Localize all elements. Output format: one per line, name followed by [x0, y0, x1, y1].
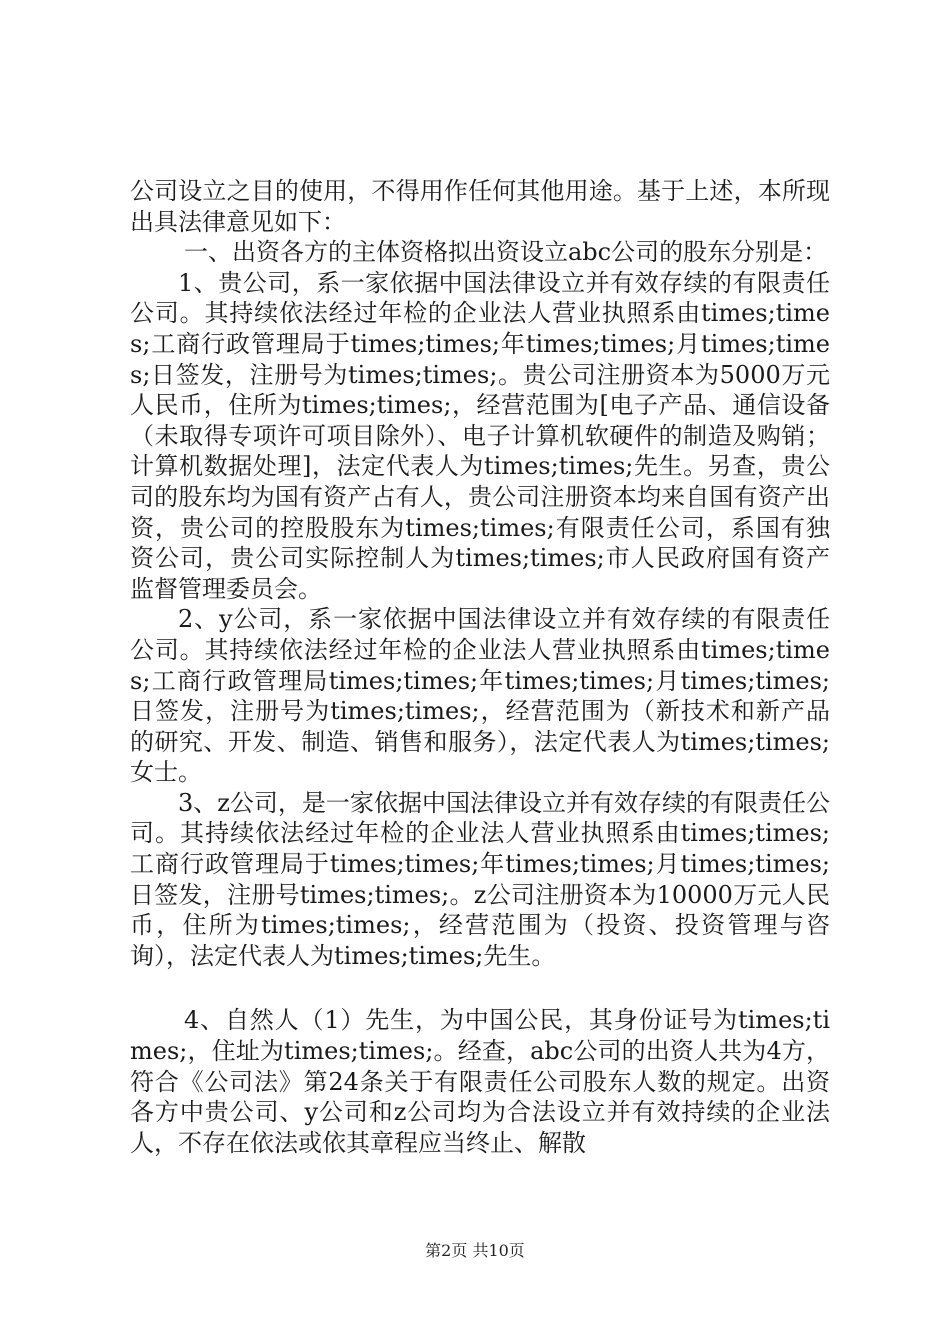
paragraph-section-heading: 一、出资各方的主体资格拟出资设立abc公司的股东分别是： [184, 238, 828, 267]
document-body [130, 176, 830, 1158]
paragraph-shareholder-1: 1、贵公司，系一家依据中国法律设立并有效存续的有限责任公司。其持续依法经过年检的企业法人营业执照系由times;times;工商行政管理局于times;times;年times;times;月times;times;日签发，注册号为times;times;。贵公司注册资本为5000万元人民币，住所为times;times;，经营范围为[电子产品、通信设备（未取得专项许可项目除外）、电子计算机软硬件的制造及购销；计算机数据处理]，法定代表人为times;times;先生。另查，贵公司的股东均为国有资产占有人，贵公司注册资本均来自国有资产出资，贵公司的控股股东为times;times;有限责任公司，系国有独资公司，贵公司实际控制人为times;times;市人民政府国有资产监督管理委员会。 [130, 268, 830, 603]
paragraph-shareholder-4: 4、自然人（1）先生，为中国公民，其身份证号为times;times;，住址为times;times;。经查，abc公司的出资人共为4方，符合《公司法》第24条关于有限责任公司股东人数的规定。出资各方中贵公司、y公司和z公司均为合法设立并有效持续的企业法人，不存在依法或依其章程应当终止、解散 [130, 1006, 830, 1157]
page-number-footer: 第2页 共10页 [425, 1241, 525, 1260]
paragraph-shareholder-3: 3、z公司，是一家依据中国法律设立并有效存续的有限责任公司。其持续依法经过年检的企业法人营业执照系由times;times;工商行政管理局于times;times;年times;times;月times;times;日签发，注册号times;times;。z公司注册资本为10000万元人民币，住所为times;times;，经营范围为（投资、投资管理与咨询），法定代表人为times;times;先生。 [130, 788, 830, 970]
paragraph-intro: 公司设立之目的使用，不得用作任何其他用途。基于上述，本所现出具法律意见如下： [130, 177, 830, 236]
paragraph-shareholder-2: 2、y公司，系一家依据中国法律设立并有效存续的有限责任公司。其持续依法经过年检的企业法人营业执照系由times;times;工商行政管理局times;times;年times;times;月times;times;日签发，注册号为times;times;，经营范围为（新技术和新产品的研究、开发、制造、销售和服务），法定代表人为times;times;女士。 [130, 605, 830, 787]
